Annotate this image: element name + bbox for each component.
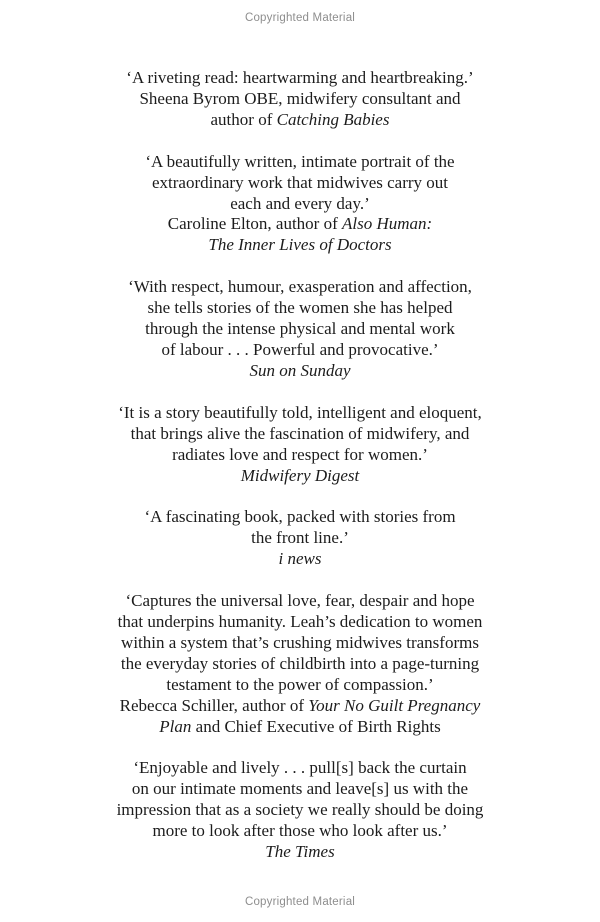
quote-block	[45, 591, 555, 737]
quote-text: through the intense physical and mental work	[145, 319, 455, 339]
quote-line	[45, 214, 555, 235]
quote-line	[45, 800, 555, 821]
quote-text: of labour . . . Powerful and provocative.’	[161, 339, 439, 359]
quote-line	[45, 298, 555, 319]
quote-italic-text: Catching Babies	[276, 109, 390, 129]
quote-line	[45, 89, 555, 110]
quote-italic-text: Your No Guilt Pregnancy	[308, 695, 481, 715]
quote-text: within a system that’s crushing midwives transforms	[121, 632, 479, 652]
copyright-notice-top: Copyrighted Material	[244, 12, 356, 24]
quote-italic-text: i news	[278, 549, 322, 569]
quote-text: Sheena Byrom OBE, midwifery consultant and	[139, 88, 461, 108]
quote-line	[45, 445, 555, 466]
quote-text: radiates love and respect for women.’	[172, 444, 428, 464]
quote-text: Caroline Elton, author of	[167, 214, 342, 234]
quote-italic-text: Sun on Sunday	[249, 360, 351, 380]
quote-text: more to look after those who look after us.’	[152, 821, 448, 841]
quote-line	[45, 110, 555, 131]
quote-block	[45, 152, 555, 257]
quote-line	[45, 173, 555, 194]
quote-text: and Chief Executive of Birth Rights	[191, 716, 441, 736]
quote-text: the everyday stories of childbirth into a page-turning	[120, 653, 480, 673]
quote-line	[45, 758, 555, 779]
quote-text: the front line.’	[251, 528, 349, 548]
quote-line	[45, 235, 555, 256]
quote-text: testament to the power of compassion.’	[166, 674, 434, 694]
quote-text: Rebecca Schiller, author of	[119, 695, 309, 715]
quote-line	[45, 194, 555, 215]
quote-line	[45, 842, 555, 863]
quote-text: ‘Captures the universal love, fear, despair and hope	[125, 591, 475, 611]
quote-line	[45, 361, 555, 382]
quote-text: ‘With respect, humour, exasperation and affection,	[128, 277, 472, 297]
quote-line	[45, 528, 555, 549]
quote-text: author of	[210, 109, 277, 129]
quote-line	[45, 779, 555, 800]
quote-line	[45, 68, 555, 89]
quote-line	[45, 633, 555, 654]
quote-text: extraordinary work that midwives carry out	[152, 172, 448, 192]
quote-line	[45, 654, 555, 675]
quote-text: each and every day.’	[230, 193, 370, 213]
quote-line	[45, 821, 555, 842]
quote-line	[45, 277, 555, 298]
quote-line	[45, 507, 555, 528]
quote-block	[45, 758, 555, 863]
quote-text: ‘It is a story beautifully told, intelligent and eloquent,	[118, 402, 482, 422]
quote-text: she tells stories of the women she has helped	[147, 298, 453, 318]
quote-text: ‘A riveting read: heartwarming and heartbreaking.’	[126, 68, 474, 87]
quote-text: impression that as a society we really should be doing	[116, 800, 484, 820]
quote-line	[45, 152, 555, 173]
quote-text: that brings alive the fascination of midwifery, and	[130, 423, 470, 443]
quote-line	[45, 696, 555, 717]
quote-block	[45, 68, 555, 131]
quote-text: on our intimate moments and leave[s] us with the	[131, 779, 469, 799]
quote-italic-text: Midwifery Digest	[240, 465, 360, 485]
quote-line	[45, 591, 555, 612]
quote-block	[45, 507, 555, 570]
quote-line	[45, 466, 555, 487]
quote-block	[45, 403, 555, 487]
quote-line	[45, 612, 555, 633]
quote-block	[45, 277, 555, 382]
quote-line	[45, 424, 555, 445]
quote-line	[45, 549, 555, 570]
quote-line	[45, 403, 555, 424]
quote-italic-text: Also Human:	[342, 214, 433, 234]
quote-text: ‘Enjoyable and lively . . . pull[s] back the curtain	[133, 758, 467, 778]
quote-line	[45, 675, 555, 696]
quote-italic-text: The Inner Lives of Doctors	[208, 235, 392, 255]
quote-text: ‘A beautifully written, intimate portrait of the	[145, 151, 455, 171]
quote-italic-text: The Times	[265, 842, 335, 862]
quote-text: that underpins humanity. Leah’s dedication to women	[117, 612, 483, 632]
quote-line	[45, 319, 555, 340]
copyright-notice-bottom: Copyrighted Material	[244, 896, 356, 908]
quotes	[45, 68, 555, 884]
quote-line	[45, 717, 555, 738]
quote-text: ‘A fascinating book, packed with stories from	[144, 507, 456, 527]
quote-line	[45, 340, 555, 361]
quote-italic-text: Plan	[159, 716, 192, 736]
